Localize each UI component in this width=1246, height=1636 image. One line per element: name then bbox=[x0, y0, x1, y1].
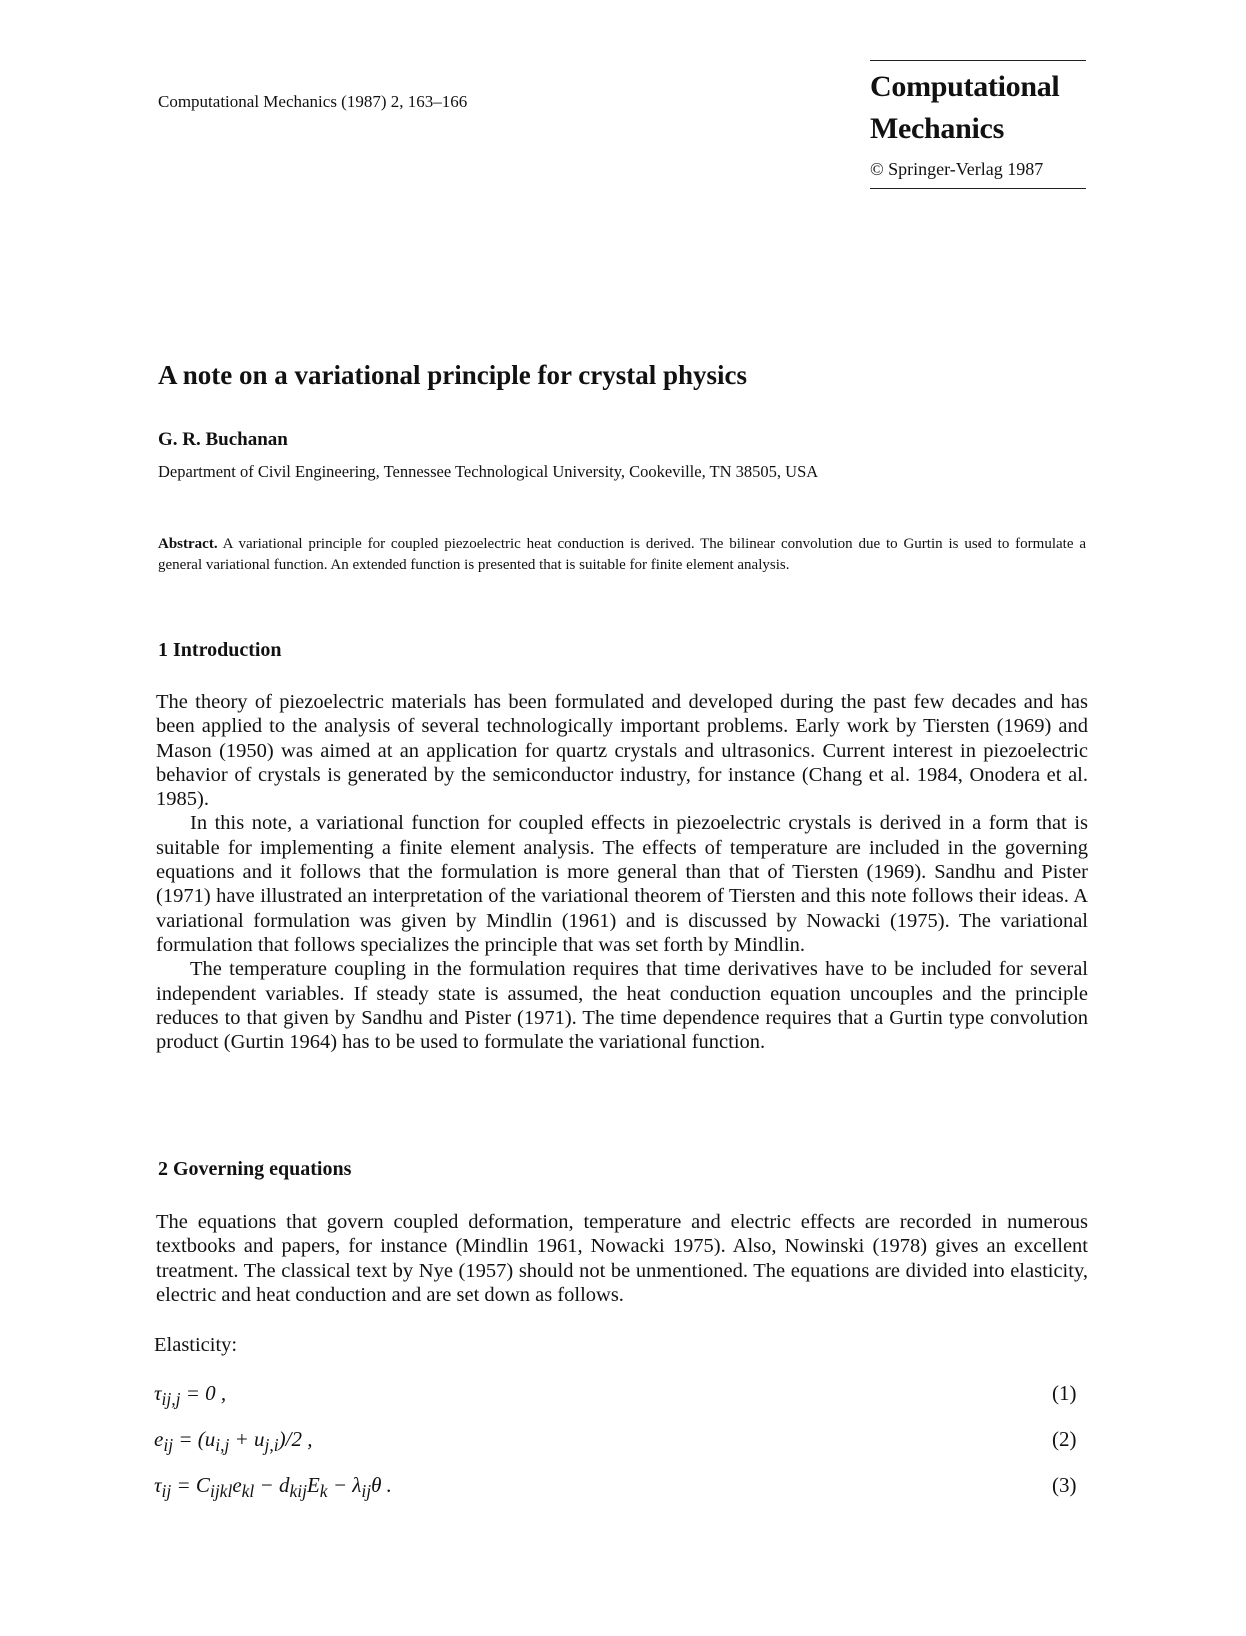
equation-number: (2) bbox=[1052, 1427, 1077, 1451]
paragraph: In this note, a variational function for coupled effects in piezoelectric crystals is derived in a form that is suitable for implementing a finite element analysis. The effects of temperature are included in the governing equations and it follows that the formulation is more general than that of Tiersten (1969). Sandhu and Pister (1971) have illustrated an interpretation of the variational theorem of Tiersten and this note follows their ideas. A variational formulation was given by Mindlin (1961) and is discussed by Nowacki (1975). The variational formulation that follows specializes the principle that was set forth by Mindlin. bbox=[156, 812, 1088, 956]
paragraph: The temperature coupling in the formulation requires that time derivatives have to be included for several independent variables. If steady state is assumed, the heat conduction equation uncouples and the principle reduces to that given by Sandhu and Pister (1971). The time dependence requires that a Gurtin type convolution product (Gurtin 1964) has to be used to formulate the variational function. bbox=[156, 958, 1088, 1054]
introduction-body bbox=[156, 690, 1088, 1054]
author-affiliation: Department of Civil Engineering, Tennessee Technological University, Cookeville, TN 38505, USA bbox=[158, 462, 819, 481]
journal-title-line2: Mechanics bbox=[870, 112, 1004, 145]
paragraph: The equations that govern coupled deformation, temperature and electric effects are recorded in numerous textbooks and papers, for instance (Mindlin 1961, Nowacki 1975). Also, Nowinski (1978) gives an excellent treatment. The classical text by Nye (1957) should not be unmentioned. The equations are divided into elasticity, electric and heat conduction and are set down as follows. bbox=[156, 1211, 1088, 1306]
equation-number: (1) bbox=[1052, 1381, 1077, 1405]
equation-number: (3) bbox=[1052, 1473, 1077, 1497]
article-title: A note on a variational principle for crystal physics bbox=[158, 360, 748, 390]
journal-citation: Computational Mechanics (1987) 2, 163–166 bbox=[158, 92, 468, 111]
section-heading-governing-equations: 2 Governing equations bbox=[158, 1158, 352, 1180]
equation-3: $\tau_{ij} = C_{ijkl}e_{kl} - d_{kij}E_k - \lambda_{ij}\theta$ . bbox=[154, 1473, 392, 1502]
governing-equations-body bbox=[156, 1210, 1088, 1307]
abstract-text: A variational principle for coupled piezoelectric heat conduction is derived. The bilinear convolution due to Gurtin is used to formulate a general variational function. An extended function is presented that is suitable for finite element analysis. bbox=[158, 536, 1086, 573]
masthead-top-rule bbox=[870, 60, 1086, 61]
abstract bbox=[158, 534, 1086, 576]
journal-title-line1: Computational bbox=[870, 70, 1060, 103]
paragraph: The theory of piezoelectric materials has been formulated and developed during the past few decades and has been applied to the analysis of several technologically important problems. Early work by Tiersten (1969) and Mason (1950) was aimed at an application for quartz crystals and ultrasonics. Current interest in piezoelectric behavior of crystals is generated by the semiconductor industry, for instance (Chang et al. 1984, Onodera et al. 1985). bbox=[156, 691, 1088, 811]
masthead-bottom-rule bbox=[870, 188, 1086, 189]
author-name: G. R. Buchanan bbox=[158, 429, 288, 450]
section-heading-introduction: 1 Introduction bbox=[158, 639, 282, 661]
abstract-label: Abstract. bbox=[158, 536, 218, 552]
elasticity-label: Elasticity: bbox=[154, 1334, 238, 1356]
copyright-notice: © Springer-Verlag 1987 bbox=[870, 159, 1044, 179]
journal-masthead bbox=[870, 60, 1086, 189]
equation-2: $e_{ij} = (u_{i,j} + u_{j,i})/2$ , bbox=[154, 1427, 313, 1456]
equation-1: $\tau_{ij,j} = 0$ , bbox=[154, 1381, 227, 1410]
